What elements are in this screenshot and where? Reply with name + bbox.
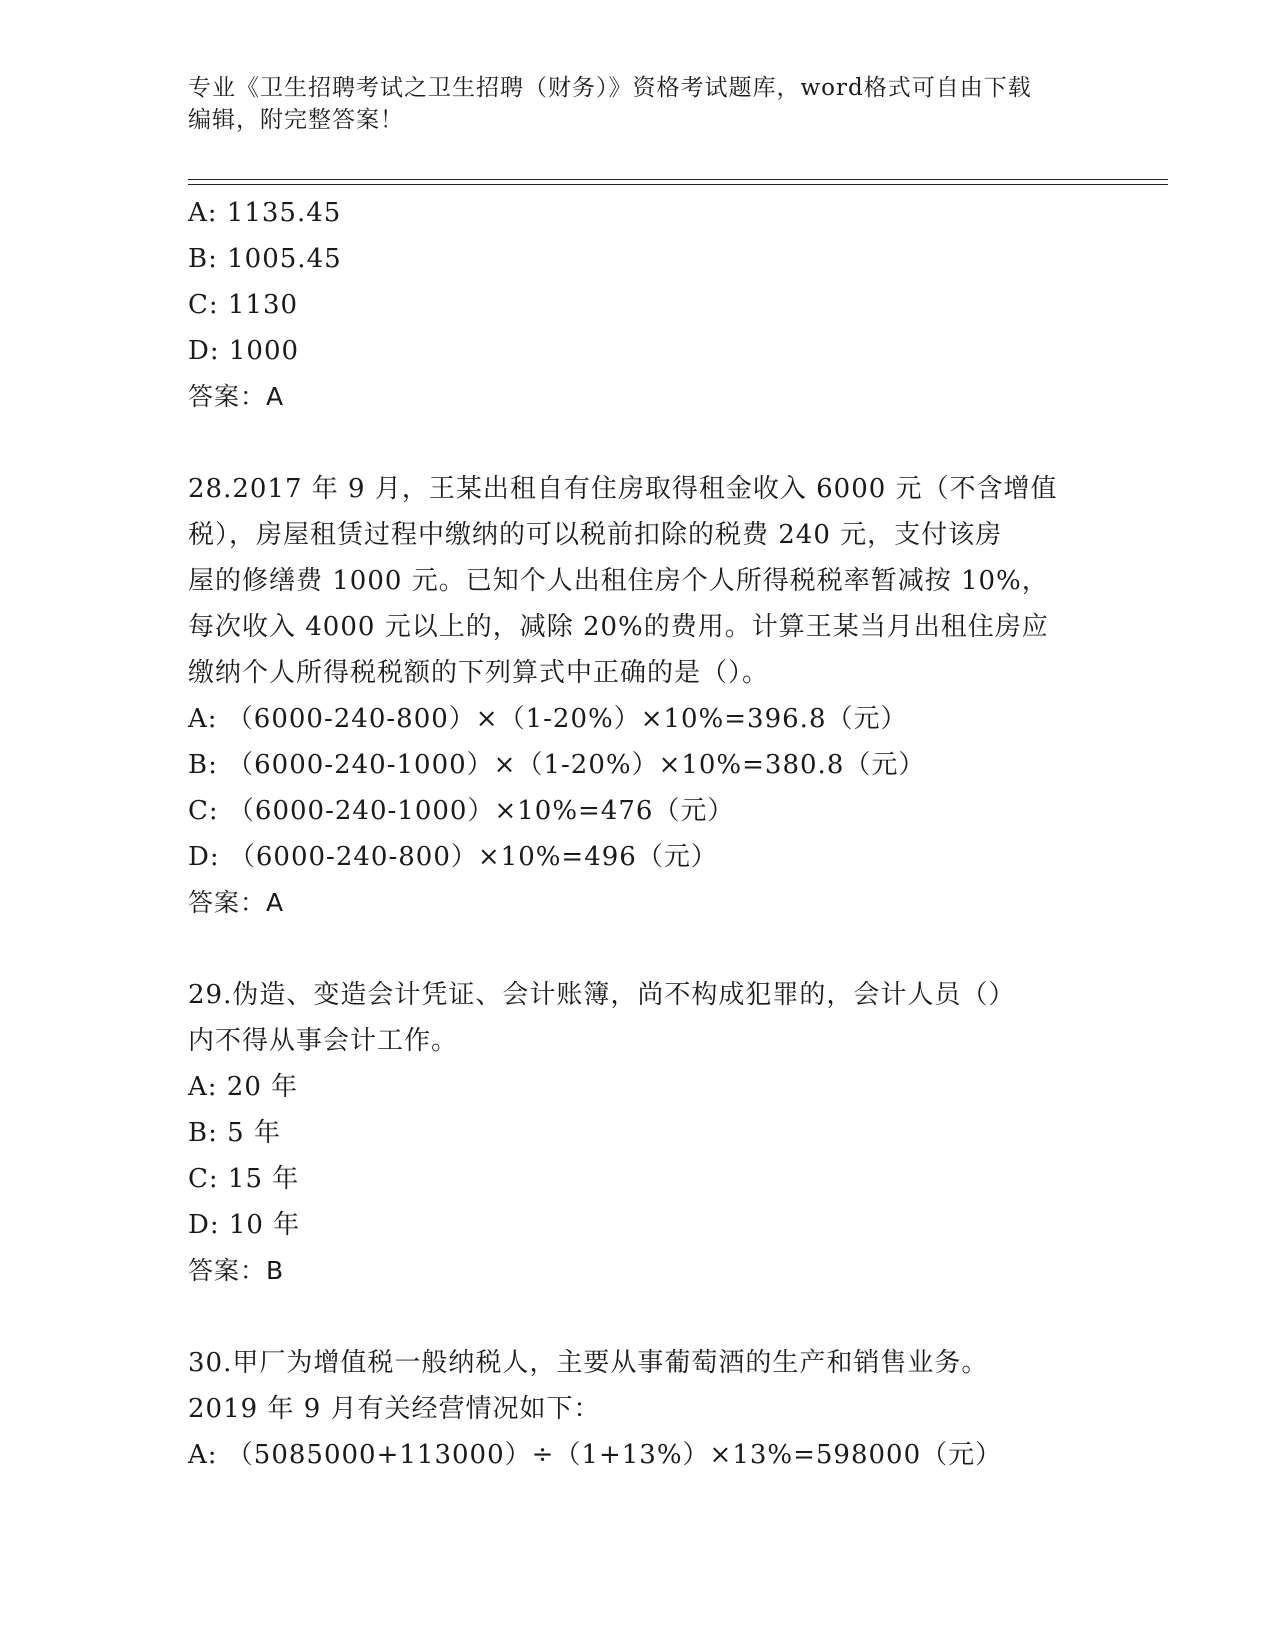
option-c: C: 15 年 [188,1164,300,1194]
stem-line: 屋的修缮费 1000 元。已知个人出租住房个人所得税税率暂减按 10%， [188,566,1049,596]
option-d: D: 10 年 [188,1210,301,1240]
option-a: A: （5085000+113000）÷（1+13%）×13%=598000（元） [188,1440,1003,1470]
question-29 [188,972,1088,1294]
question-stem [188,466,1068,696]
option-b: B: 1005.45 [188,244,342,274]
stem-line: 每次收入 4000 元以上的，减除 20%的费用。计算王某当月出租住房应 [188,612,1049,642]
answer: 答案：B [188,1256,285,1285]
option-b: B: （6000-240-1000）×（1-20%）×10%=380.8（元） [188,750,926,780]
question-27 [188,190,1088,420]
option-c: C: 1130 [188,290,299,320]
question-stem [188,972,1068,1064]
stem-line: 30.甲厂为增值税一般纳税人，主要从事葡萄酒的生产和销售业务。 [188,1348,989,1378]
stem-line: 29.伪造、变造会计凭证、会计账簿，尚不构成犯罪的，会计人员（） [188,980,1016,1010]
spacer [188,926,1088,972]
header-line-2: 编辑，附完整答案！ [188,107,404,133]
question-30 [188,1340,1088,1478]
document-header [188,72,1088,136]
option-a: A: 1135.45 [188,198,342,228]
option-a: A: 20 年 [188,1072,299,1102]
option-b: B: 5 年 [188,1118,281,1148]
question-stem [188,1340,1068,1432]
spacer [188,1294,1088,1340]
option-d: D: （6000-240-800）×10%=496（元） [188,842,718,872]
answer: 答案：A [188,888,285,917]
header-line-1: 专业《卫生招聘考试之卫生招聘（财务）》资格考试题库，word格式可自由下载 [188,75,1032,101]
stem-line: 税），房屋租赁过程中缴纳的可以税前扣除的税费 240 元，支付该房 [188,520,1003,550]
question-28 [188,466,1088,926]
option-a: A: （6000-240-800）×（1-20%）×10%=396.8（元） [188,704,908,734]
option-d: D: 1000 [188,336,300,366]
question-list [188,190,1088,1478]
stem-line: 缴纳个人所得税税额的下列算式中正确的是（）。 [188,658,770,688]
header-rule-top [188,179,1168,180]
header-rule-bottom [188,184,1168,185]
spacer [188,420,1088,466]
stem-line: 28.2017 年 9 月，王某出租自有住房取得租金收入 6000 元（不含增值 [188,474,1058,504]
stem-line: 内不得从事会计工作。 [188,1026,459,1056]
stem-line: 2019 年 9 月有关经营情况如下： [188,1394,601,1424]
option-c: C: （6000-240-1000）×10%=476（元） [188,796,735,826]
answer: 答案：A [188,382,285,411]
